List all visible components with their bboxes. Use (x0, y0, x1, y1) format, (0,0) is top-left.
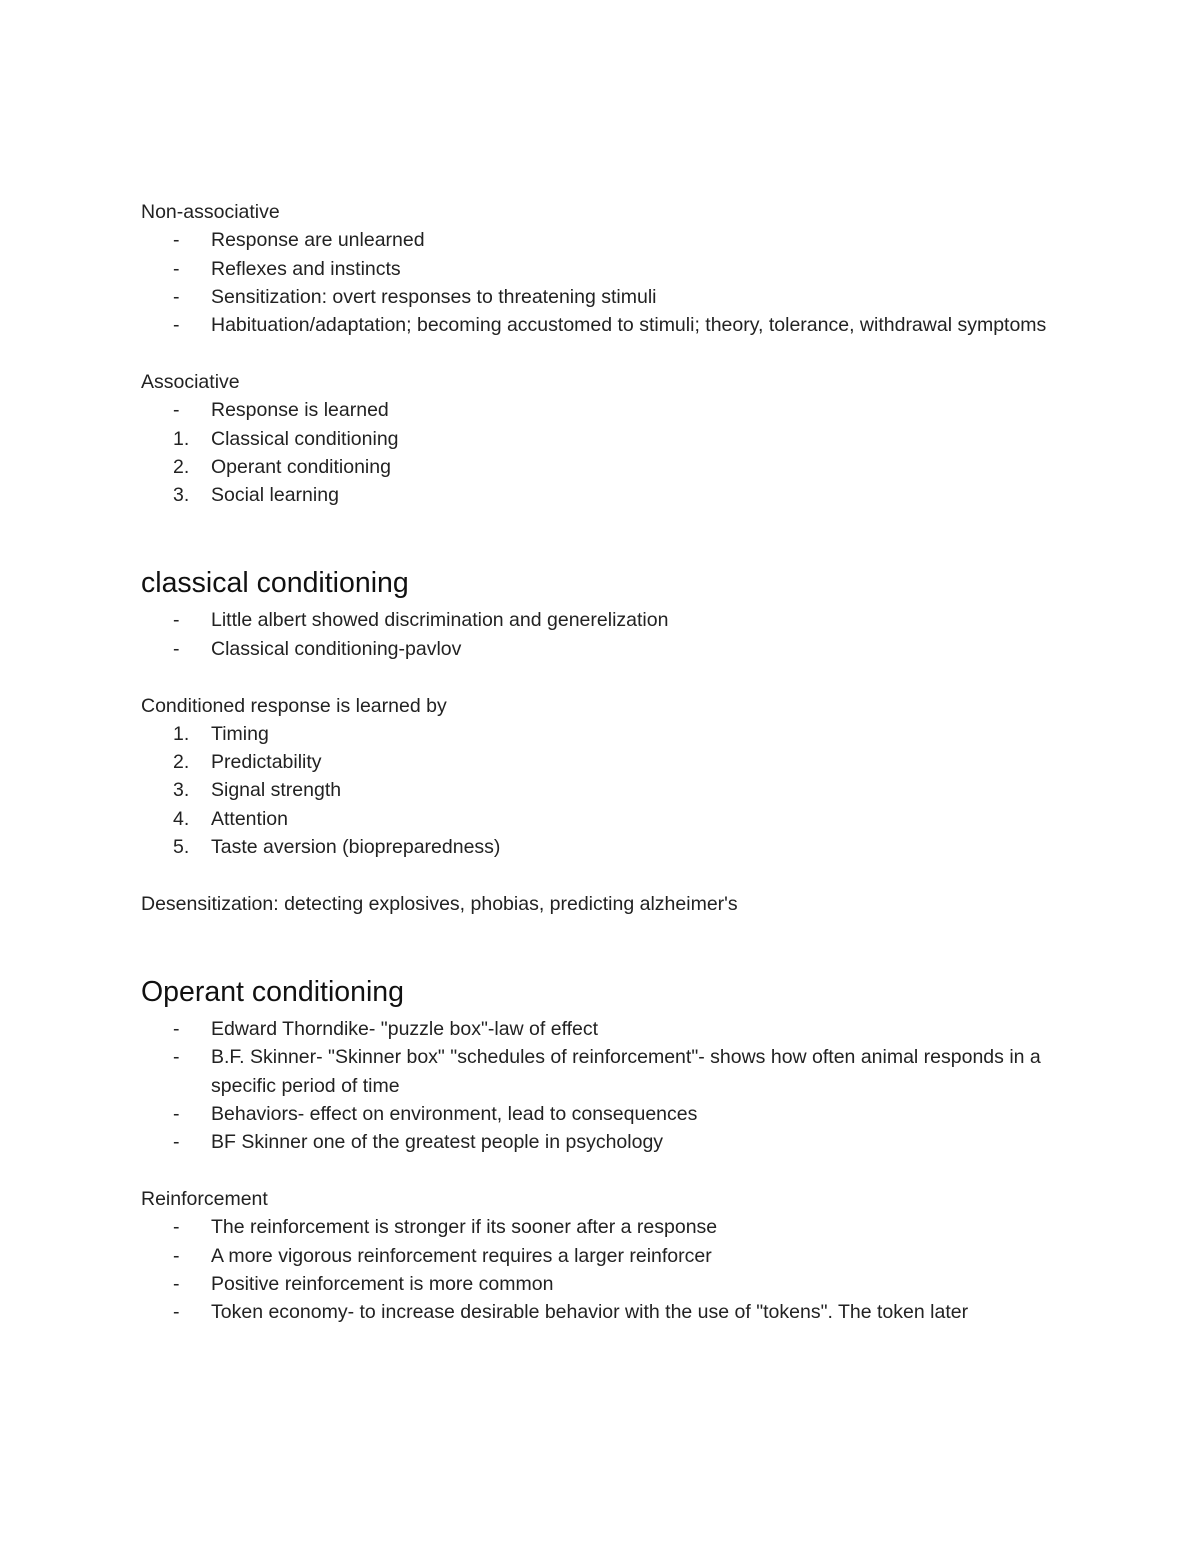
list-item (141, 1043, 1071, 1100)
list-item-text: Token economy- to increase desirable behavior with the use of "tokens". The token later (211, 1301, 969, 1324)
number-marker: 5. (173, 836, 190, 859)
conditioned-response-list (141, 720, 1071, 861)
list-item (141, 1270, 1071, 1298)
dash-marker: - (173, 637, 180, 660)
list-item (141, 606, 1071, 634)
dash-marker: - (173, 1244, 180, 1267)
dash-marker: - (173, 314, 180, 337)
list-item-text: Signal strength (211, 779, 342, 802)
dash-marker: - (173, 1018, 180, 1041)
dash-marker: - (173, 1046, 180, 1069)
reinforcement-title: Reinforcement (141, 1188, 268, 1211)
number-marker: 2. (173, 751, 190, 774)
list-item-text: The reinforcement is stronger if its sooner after a response (211, 1216, 718, 1239)
list-item (141, 833, 1071, 861)
dash-marker: - (173, 1131, 180, 1154)
list-item (141, 1213, 1071, 1241)
list-item-text: B.F. Skinner- "Skinner box" "schedules of reinforcement"- shows how often animal responds in a specific period of time (211, 1046, 1041, 1097)
number-marker: 3. (173, 484, 190, 507)
list-item-text: Edward Thorndike- "puzzle box"-law of effect (211, 1018, 599, 1041)
dash-marker: - (173, 1301, 180, 1324)
list-item (141, 396, 1071, 424)
list-item-text: Timing (211, 722, 269, 745)
number-marker: 4. (173, 807, 190, 830)
dash-marker: - (173, 285, 180, 308)
list-item-text: Social learning (211, 484, 339, 507)
list-item-text: Classical conditioning (211, 427, 399, 450)
list-item (141, 720, 1071, 748)
non-associative-list (141, 226, 1071, 339)
list-item-text: Classical conditioning-pavlov (211, 637, 462, 660)
list-item (141, 776, 1071, 804)
classical-list (141, 606, 1071, 663)
list-item-text: Response are unlearned (211, 229, 425, 252)
list-item-text: Response is learned (211, 399, 389, 422)
number-marker: 2. (173, 455, 190, 478)
associative-list (141, 396, 1071, 509)
list-item-text: Operant conditioning (211, 455, 391, 478)
list-item-text: Behaviors- effect on environment, lead to consequences (211, 1103, 698, 1126)
conditioned-response-title: Conditioned response is learned by (141, 694, 447, 717)
list-item-text: BF Skinner one of the greatest people in psychology (211, 1131, 664, 1154)
list-item (141, 425, 1071, 453)
number-marker: 3. (173, 779, 190, 802)
section-title-associative: Associative (141, 370, 240, 393)
list-item-text: Habituation/adaptation; becoming accustomed to stimuli; theory, tolerance, withdrawal symptoms (211, 314, 1047, 337)
list-item (141, 1100, 1071, 1128)
number-marker: 1. (173, 427, 190, 450)
dash-marker: - (173, 257, 180, 280)
reinforcement-list (141, 1213, 1071, 1326)
dash-marker: - (173, 609, 180, 632)
heading-operant-conditioning: Operant conditioning (141, 976, 405, 1009)
list-item-text: Attention (211, 807, 288, 830)
list-item (141, 1298, 1071, 1326)
list-item-text: Predictability (211, 751, 322, 774)
list-item (141, 1128, 1071, 1156)
list-item (141, 283, 1071, 311)
dash-marker: - (173, 229, 180, 252)
heading-classical-conditioning: classical conditioning (141, 567, 409, 600)
list-item (141, 1242, 1071, 1270)
number-marker: 1. (173, 722, 190, 745)
list-item (141, 311, 1071, 339)
list-item (141, 226, 1071, 254)
list-item (141, 1015, 1071, 1043)
dash-marker: - (173, 1273, 180, 1296)
operant-list (141, 1015, 1071, 1156)
dash-marker: - (173, 399, 180, 422)
list-item (141, 453, 1071, 481)
list-item (141, 481, 1071, 509)
section-title-non-associative: Non-associative (141, 201, 280, 223)
list-item (141, 255, 1071, 283)
list-item (141, 805, 1071, 833)
dash-marker: - (173, 1103, 180, 1126)
list-item (141, 748, 1071, 776)
list-item-text: Sensitization: overt responses to threatening stimuli (211, 285, 657, 308)
dash-marker: - (173, 1216, 180, 1239)
list-item-text: A more vigorous reinforcement requires a larger reinforcer (211, 1244, 712, 1267)
list-item-text: Positive reinforcement is more common (211, 1273, 554, 1296)
list-item (141, 635, 1071, 663)
list-item-text: Taste aversion (biopreparedness) (211, 836, 501, 859)
list-item-text: Reflexes and instincts (211, 257, 401, 280)
document-content (141, 198, 1071, 1327)
desensitization-paragraph: Desensitization: detecting explosives, phobias, predicting alzheimer's (141, 892, 738, 915)
list-item-text: Little albert showed discrimination and generelization (211, 609, 669, 632)
